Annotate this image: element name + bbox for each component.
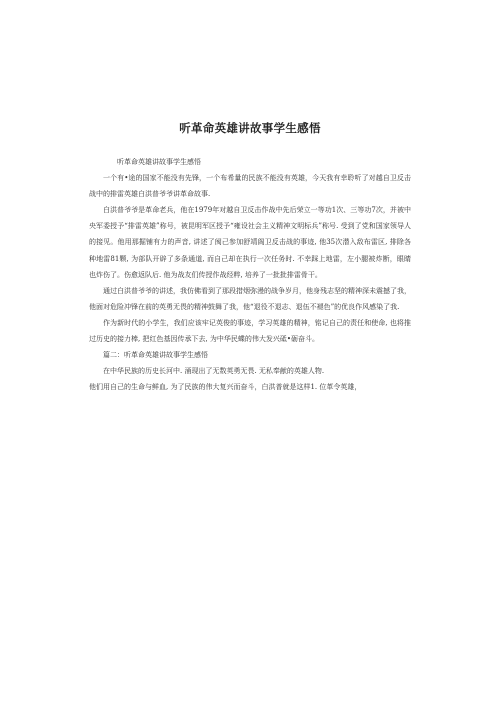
paragraph-1: 一个有•途的国家不能没有先锋，一个布希量的民族不能没有英雄，今天我有幸聆听了对越自卫反击战中的排雷英雄白洪普爷爷讲革命故事.	[89, 174, 411, 199]
paragraph-4: 作为新时代的小学生，我们应该牢记英俊的事迹，学习英雄的精神，铭记自己的责任和使命, 也将推过历史的接力棒, 把红色基因传承下去, 为中华民蝶的伟大发兴砥•砺奋斗。	[89, 318, 411, 344]
paragraph-2: 白洪普爷爷是革命老兵，他在1979年对越自卫反击作战中先后荣立一等功1次、三等功7次，并被中央军委授予“排雷英雄”称号，被昆明军区授予“雍设社会主义精神文明标兵”称号. 受到了党和国家领导人的接见。他用那掘铺有力的声音, 讲述了阂己参加舒靖阁卫反击战的事迹, 他35次潜入敌布雷区, 排除各种地雷81颗, 为部队开辟了多条通道, 而自己却在执行一次任务时. 不幸踩上地雷，左小腿被炸断，眼睛也炸伤了。伤愈返队后. 他为战友们传授作战经粹, 培养了一批批排雷骨干。	[89, 206, 411, 279]
paragraph-3: 通过白洪普爷爷的讲述，我仿佛看到了那段措烟弥漫的战争岁月，他身残志坚的精神深未震撼了我，他面对危险冲锋在前的英勇无畏的精神鼓舞了我，他“退役不退志、退伍不褪色”的优良作风感染了我.	[89, 286, 411, 311]
document-body	[89, 154, 411, 395]
document-title: 听革命英雄讲故事学生感悟	[179, 121, 321, 135]
paragraph-5: 在中华民族的历史长河中. 涌现出了无数英勇无畏. 无私奉献的英雄人物.	[103, 367, 325, 376]
paragraph-subtitle: 听革命英雄讲故事学生感悟	[117, 158, 201, 166]
paragraph-6: 他们用自己的生命与鲜血, 为了民族的伟大复兴而奋斗，白洪普就是这样1. 位革令英雄，	[89, 383, 362, 392]
section-heading-2: 篇二：听革命英雄讲故事学生感悟	[103, 351, 208, 360]
